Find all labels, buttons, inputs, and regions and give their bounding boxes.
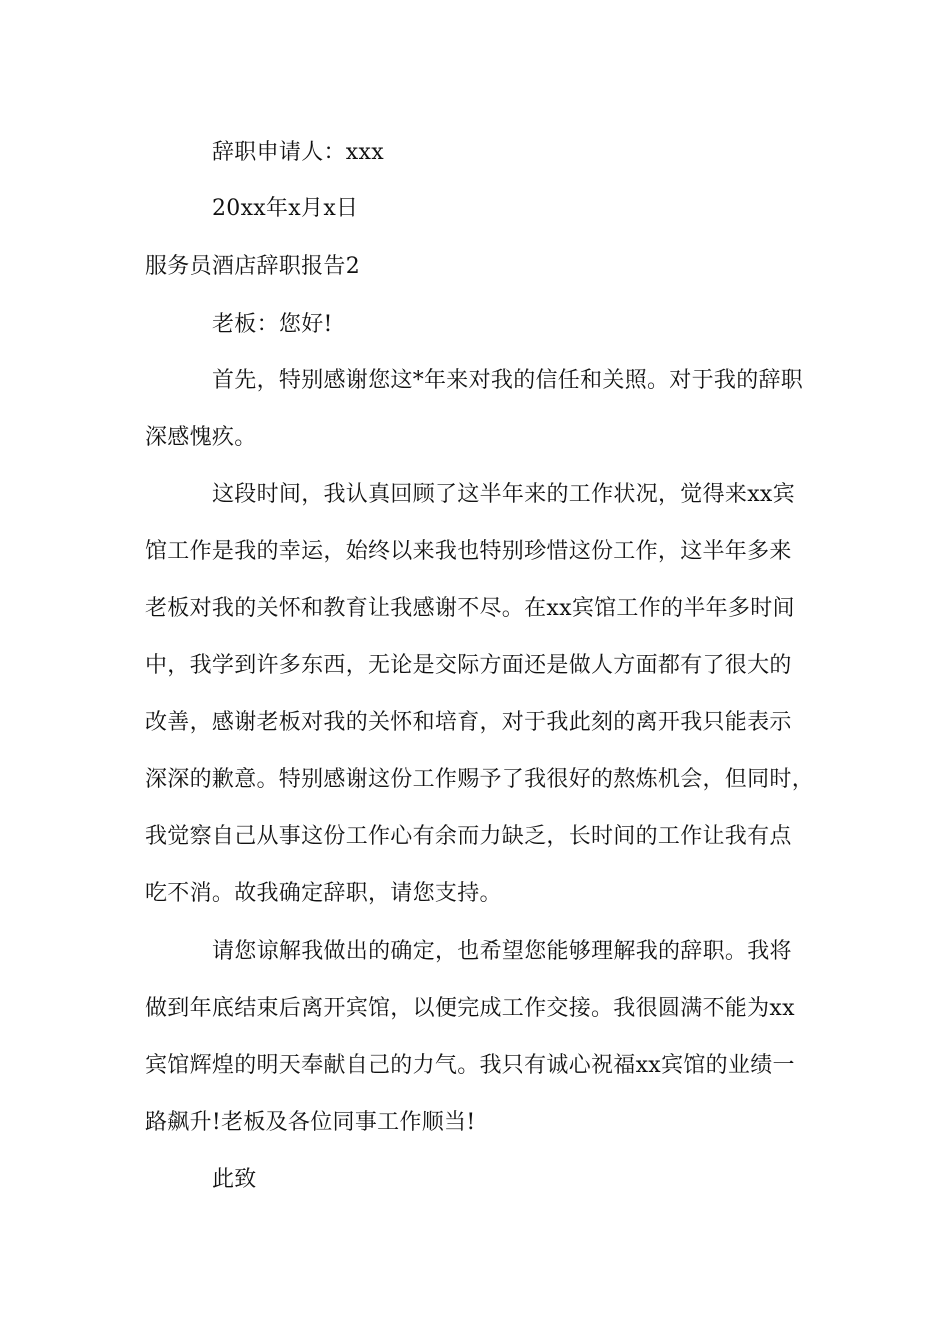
paragraph-line: 改善，感谢老板对我的关怀和培育，对于我此刻的离开我只能表示 <box>145 710 792 735</box>
section-heading: 服务员酒店辞职报告2 <box>145 254 360 279</box>
paragraph-line: 老板对我的关怀和教育让我感谢不尽。在xx宾馆工作的半年多时间 <box>145 596 795 621</box>
closing-phrase: 此致 <box>212 1167 257 1192</box>
paragraph-line: 深感愧疚。 <box>145 425 257 450</box>
signature-date: 20xx年x月x日 <box>212 196 359 221</box>
paragraph-line: 馆工作是我的幸运，始终以来我也特别珍惜这份工作，这半年多来 <box>145 539 792 564</box>
paragraph-line: 这段时间，我认真回顾了这半年来的工作状况，觉得来xx宾 <box>212 482 795 507</box>
paragraph-line: 路飙升!老板及各位同事工作顺当! <box>145 1110 476 1135</box>
paragraph-line: 首先，特别感谢您这*年来对我的信任和关照。对于我的辞职 <box>212 368 804 393</box>
paragraph-line: 我觉察自己从事这份工作心有余而力缺乏，长时间的工作让我有点 <box>145 824 792 849</box>
signature-applicant: 辞职申请人：xxx <box>212 140 384 165</box>
paragraph-line: 吃不消。故我确定辞职，请您支持。 <box>145 881 502 906</box>
paragraph-line: 做到年底结束后离开宾馆，以便完成工作交接。我很圆满不能为xx <box>145 996 795 1021</box>
paragraph-line: 宾馆辉煌的明天奉献自己的力气。我只有诚心祝福xx宾馆的业绩一 <box>145 1053 795 1078</box>
paragraph-line: 中，我学到许多东西，无论是交际方面还是做人方面都有了很大的 <box>145 653 792 678</box>
paragraph-line: 请您谅解我做出的确定，也希望您能够理解我的辞职。我将 <box>212 939 792 964</box>
salutation: 老板：您好! <box>212 312 333 337</box>
paragraph-line: 深深的歉意。特别感谢这份工作赐予了我很好的熬炼机会，但同时， <box>145 767 815 792</box>
